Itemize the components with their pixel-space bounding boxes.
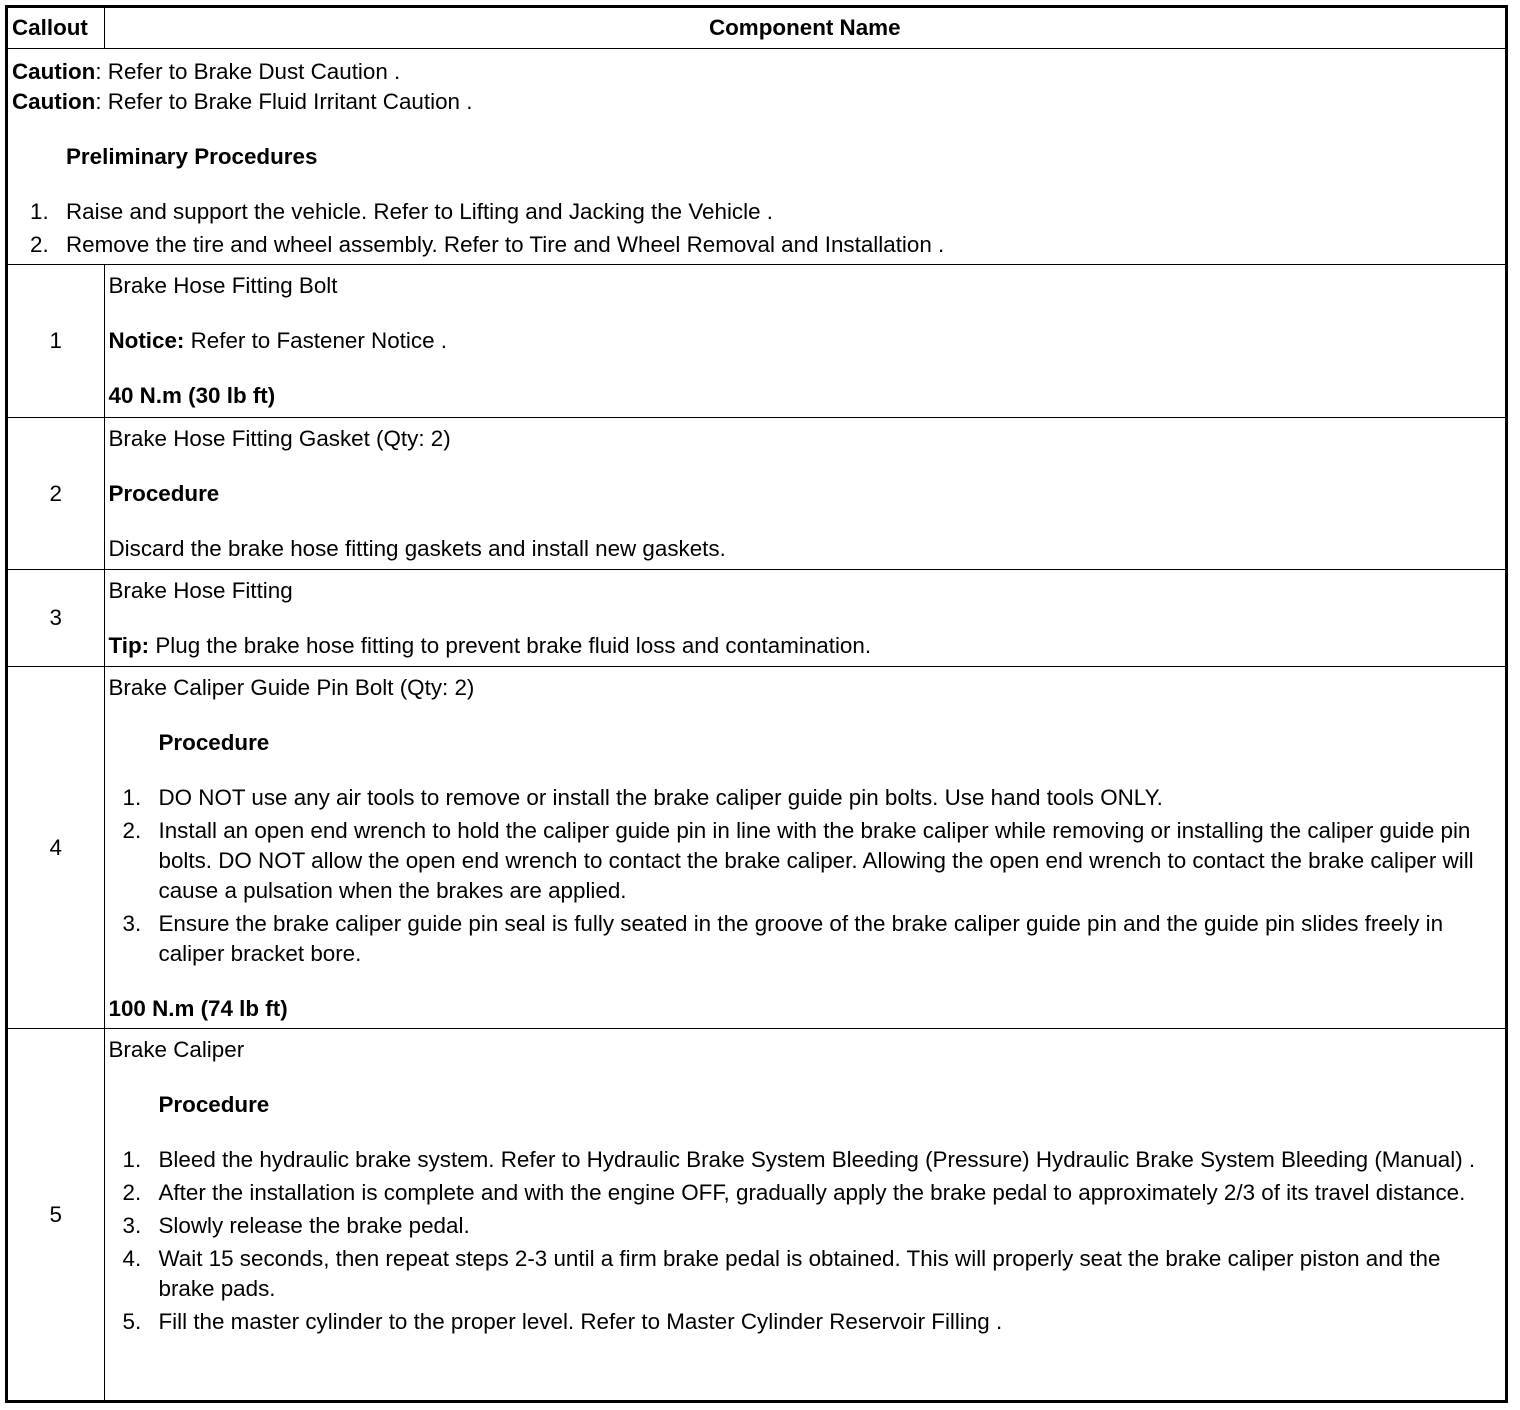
step-number: 5. — [122, 1309, 142, 1334]
step-text: Slowly release the brake pedal. — [158, 1213, 470, 1238]
callout-header: Callout — [8, 8, 104, 49]
step-text: Wait 15 seconds, then repeat steps 2-3 until a firm brake pedal is obtained. This will properly seat the brake caliper piston and the brake pads. — [158, 1246, 1441, 1301]
procedure-steps — [109, 1145, 1502, 1337]
step-number: 4. — [122, 1246, 142, 1271]
component-name: Brake Hose Fitting — [108, 578, 293, 603]
step-number: 2. — [122, 818, 142, 843]
step-text: Remove the tire and wheel assembly. Refer to Tire and Wheel Removal and Installation . — [66, 232, 945, 257]
caution-line — [12, 57, 1501, 87]
procedure-heading: Procedure — [158, 1092, 270, 1117]
list-item — [109, 1178, 1502, 1208]
list-item — [109, 1145, 1502, 1175]
component-cell — [104, 570, 1505, 667]
tip-text: Plug the brake hose fitting to prevent brake fluid loss and contamination. — [149, 633, 872, 658]
notice-line — [109, 326, 1502, 356]
table-row — [8, 418, 1505, 570]
list-item — [109, 1307, 1502, 1337]
callout-number: 3 — [8, 570, 104, 667]
list-item — [109, 816, 1502, 906]
tip-line — [109, 631, 1502, 661]
component-cell — [104, 1029, 1505, 1401]
step-number: 3. — [122, 1213, 142, 1238]
step-text: DO NOT use any air tools to remove or install the brake caliper guide pin bolts. Use hand tools ONLY. — [158, 785, 1163, 810]
list-item — [109, 783, 1502, 813]
list-item — [109, 909, 1502, 969]
preliminary-steps — [12, 197, 1501, 260]
step-text: Raise and support the vehicle. Refer to Lifting and Jacking the Vehicle . — [66, 199, 773, 224]
tip-label: Tip: — [108, 633, 150, 658]
step-text: After the installation is complete and with the engine OFF, gradually apply the brake pedal to approximately 2/3 of its travel distance. — [158, 1180, 1466, 1205]
table-row — [8, 265, 1505, 418]
list-item — [109, 1211, 1502, 1241]
caution-text: : Refer to Brake Dust Caution . — [95, 59, 401, 84]
procedure-text: Discard the brake hose fitting gaskets and install new gaskets. — [108, 536, 726, 561]
component-name: Brake Caliper — [108, 1037, 245, 1062]
step-number: 1. — [122, 1147, 142, 1172]
callout-number: 4 — [8, 667, 104, 1029]
list-item — [12, 230, 1501, 260]
caution-label: Caution — [12, 89, 96, 114]
caution-label: Caution — [12, 59, 96, 84]
callout-number: 5 — [8, 1029, 104, 1401]
component-name: Brake Hose Fitting Gasket (Qty: 2) — [108, 426, 451, 451]
step-number: 1. — [30, 199, 49, 224]
table-row — [8, 667, 1505, 1029]
component-name-header: Component Name — [104, 8, 1505, 49]
procedure-steps — [109, 783, 1502, 969]
table-row — [8, 570, 1505, 667]
header-row — [8, 8, 1505, 49]
procedure-table-frame — [5, 5, 1508, 1403]
preliminary-row — [8, 49, 1505, 265]
component-cell — [104, 265, 1505, 418]
component-name: Brake Hose Fitting Bolt — [108, 273, 338, 298]
list-item — [12, 197, 1501, 227]
notice-label: Notice: — [108, 328, 185, 353]
step-text: Ensure the brake caliper guide pin seal is fully seated in the groove of the brake caliper guide pin and the guide pin slides freely in caliper bracket bore. — [158, 911, 1444, 966]
step-number: 2. — [30, 232, 49, 257]
procedure-table — [8, 8, 1505, 1400]
step-number: 2. — [122, 1180, 142, 1205]
procedure-heading: Procedure — [158, 730, 270, 755]
step-number: 1. — [122, 785, 142, 810]
step-text: Bleed the hydraulic brake system. Refer to Hydraulic Brake System Bleeding (Pressure) Hydraulic Brake System Bleeding (Manual) . — [158, 1147, 1476, 1172]
caution-line — [12, 87, 1501, 117]
caution-text: : Refer to Brake Fluid Irritant Caution . — [95, 89, 473, 114]
step-text: Install an open end wrench to hold the caliper guide pin in line with the brake caliper while removing or installing the caliper guide pin bolts. DO NOT allow the open end wrench to contact the brake caliper. Allowing the open end wrench to contact the brake caliper will cause a pulsation when the brakes are applied. — [158, 818, 1474, 903]
step-text: Fill the master cylinder to the proper level. Refer to Master Cylinder Reservoir Filling . — [158, 1309, 1003, 1334]
preliminary-heading: Preliminary Procedures — [66, 144, 318, 169]
callout-number: 2 — [8, 418, 104, 570]
torque-spec: 100 N.m (74 lb ft) — [108, 996, 288, 1021]
step-number: 3. — [122, 911, 142, 936]
callout-number: 1 — [8, 265, 104, 418]
preliminary-cell — [8, 49, 1505, 265]
list-item — [109, 1244, 1502, 1304]
component-cell — [104, 418, 1505, 570]
torque-spec: 40 N.m (30 lb ft) — [108, 383, 276, 408]
component-cell — [104, 667, 1505, 1029]
table-row — [8, 1029, 1505, 1401]
component-name: Brake Caliper Guide Pin Bolt (Qty: 2) — [108, 675, 475, 700]
procedure-heading: Procedure — [108, 481, 220, 506]
notice-text: Refer to Fastener Notice . — [184, 328, 447, 353]
